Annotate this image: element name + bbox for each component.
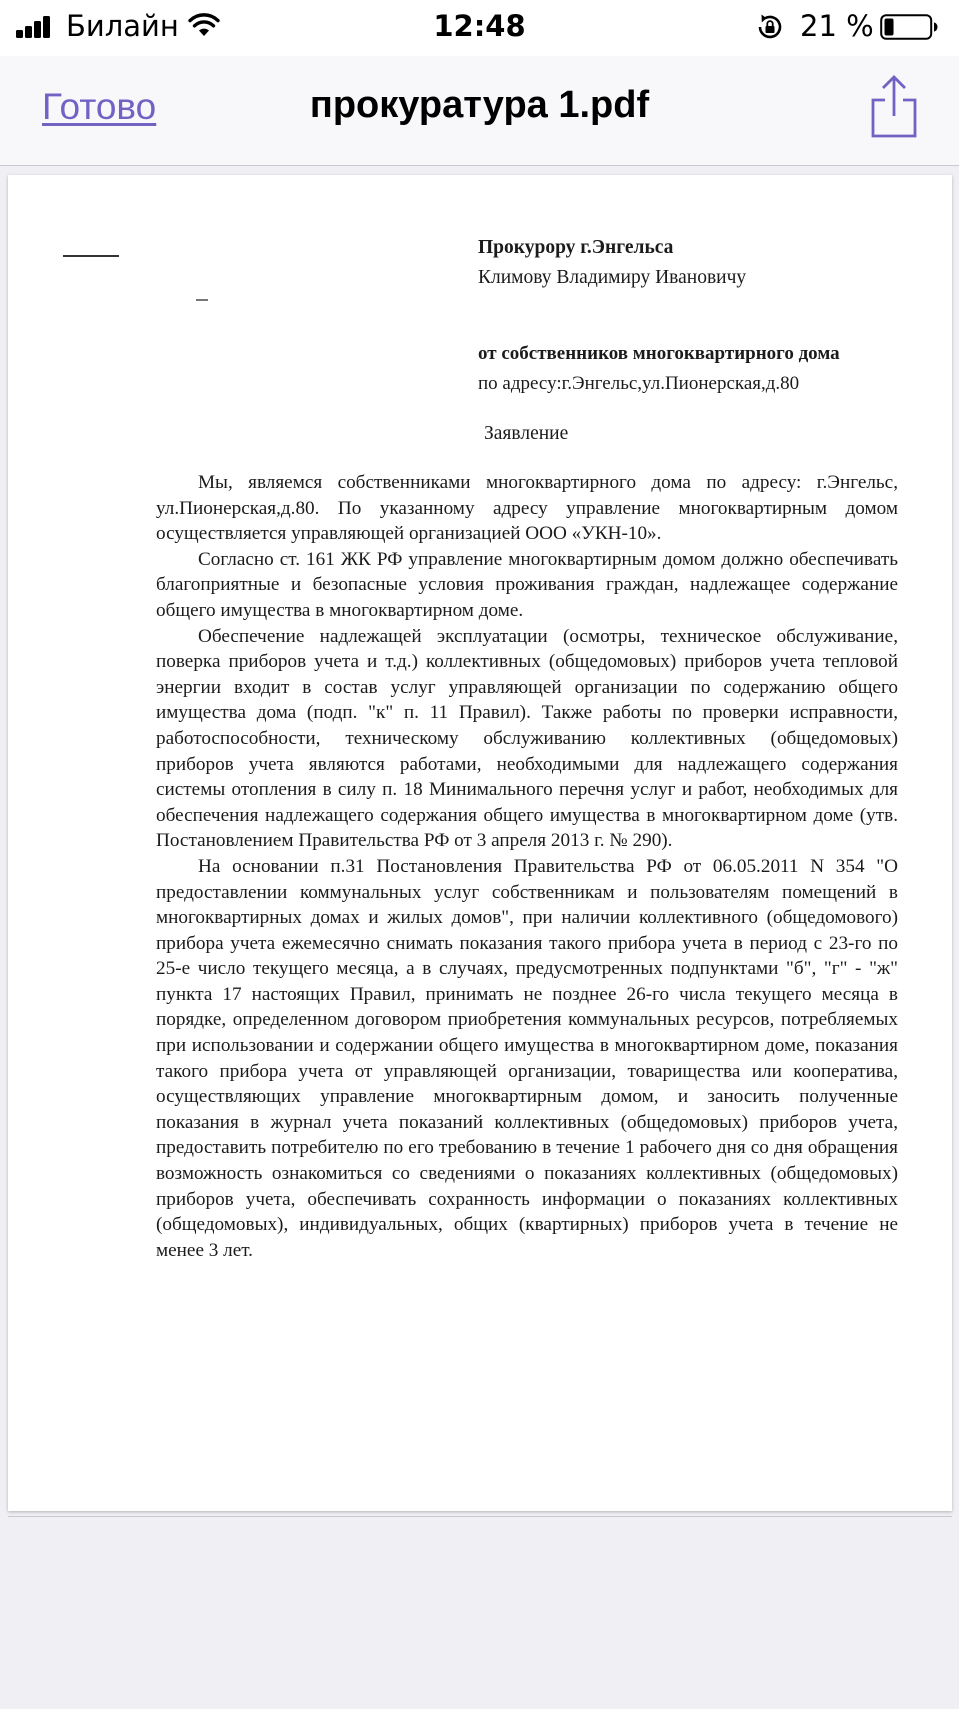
done-button[interactable]: Готово xyxy=(42,86,157,127)
statement-title: Заявление xyxy=(484,423,569,444)
pdf-page xyxy=(8,175,952,1511)
addressee-block xyxy=(478,233,746,293)
scan-mark xyxy=(63,255,119,257)
sender-line: по адресу:г.Энгельс,ул.Пионерская,д.80 xyxy=(478,373,800,394)
status-bar xyxy=(0,0,959,56)
carrier-name: Билайн xyxy=(66,9,179,43)
sender-block xyxy=(478,339,840,399)
statement-body xyxy=(156,470,898,1263)
paragraph: Согласно ст. 161 ЖК РФ управление многоквартирным домом должно обеспечивать благоприятные и безопасные условия проживания граждан, надлежащее содержание общего имущества в многоквартирном доме. xyxy=(156,548,898,621)
battery-percentage: 21 % xyxy=(800,9,874,43)
sender-line: от собственников многоквартирного дома xyxy=(478,343,840,364)
paragraph: Обеспечение надлежащей эксплуатации (осмотры, техническое обслуживание, поверка приборов учета и т.д.) коллективных (общедомовых) приборов учета тепловой энергии входит в состав услуг управляющей организации по содержанию общего имущества дома (подп. "к" п. 11 Правил). Также работы по проверки исправности, работоспособности, техническому обслуживанию коллективных (общедомовых) приборов учета являются работами, необходимыми для надлежащего содержания системы отопления в силу п. 18 Минимального перечня услуг и работ, необходимых для обеспечения надлежащего содержания общего имущества в многоквартирном доме (утв. Постановлением Правительства РФ от 3 апреля 2013 г. № 290). xyxy=(156,625,898,852)
orientation-lock-icon xyxy=(756,13,784,41)
clock: 12:48 xyxy=(433,9,526,43)
addressee-line: Прокурору г.Энгельса xyxy=(478,237,674,258)
page-divider xyxy=(8,1516,952,1517)
addressee-line: Климову Владимиру Ивановичу xyxy=(478,267,747,288)
paragraph: Мы, являемся собственниками многоквартирного дома по адресу: г.Энгельс, ул.Пионерская,д.80. По указанному адресу управление многоквартирным домом осуществляется управляющей организацией ООО «УКН-10». xyxy=(156,472,898,545)
share-icon[interactable] xyxy=(868,74,920,140)
paragraph: На основании п.31 Постановления Правительства РФ от 06.05.2011 N 354 "О предоставлении коммунальных услуг собственникам и пользователям помещений в многоквартирных домах и жилых домов", при наличии коллективного (общедомового) прибора учета ежемесячно снимать показания такого прибора учета в период с 23-го по 25-е число текущего месяца, а в случаях, предусмотренных подпунктами "б", "г" - "ж" пункта 17 настоящих Правил, принимать не позднее 26-го числа текущего месяца в порядке, определенном договором приобретения коммунальных ресурсов, потребляемых при использовании и содержании общего имущества в многоквартирном доме, показания такого прибора учета от управляющей организации, товарищества или кооператива, осуществляющих управление многоквартирным домом, и заносить полученные показания в журнал учета показаний коллективных (общедомовых) приборов учета, предоставить потребителю по его требованию в течение 1 рабочего дня со дня обращения возможность ознакомиться со сведениями о показаниях коллективных (общедомовых) приборов учета, обеспечивать сохранность информации о показаниях коллективных (общедомовых), индивидуальных, общих (квартирных) приборов учета в течение не менее 3 лет. xyxy=(156,855,898,1261)
document-title: прокуратура 1.pdf xyxy=(309,84,650,126)
battery-icon xyxy=(880,14,938,40)
scan-mark xyxy=(196,299,208,301)
pdf-viewer[interactable] xyxy=(0,166,959,1709)
nav-bar xyxy=(0,56,959,166)
